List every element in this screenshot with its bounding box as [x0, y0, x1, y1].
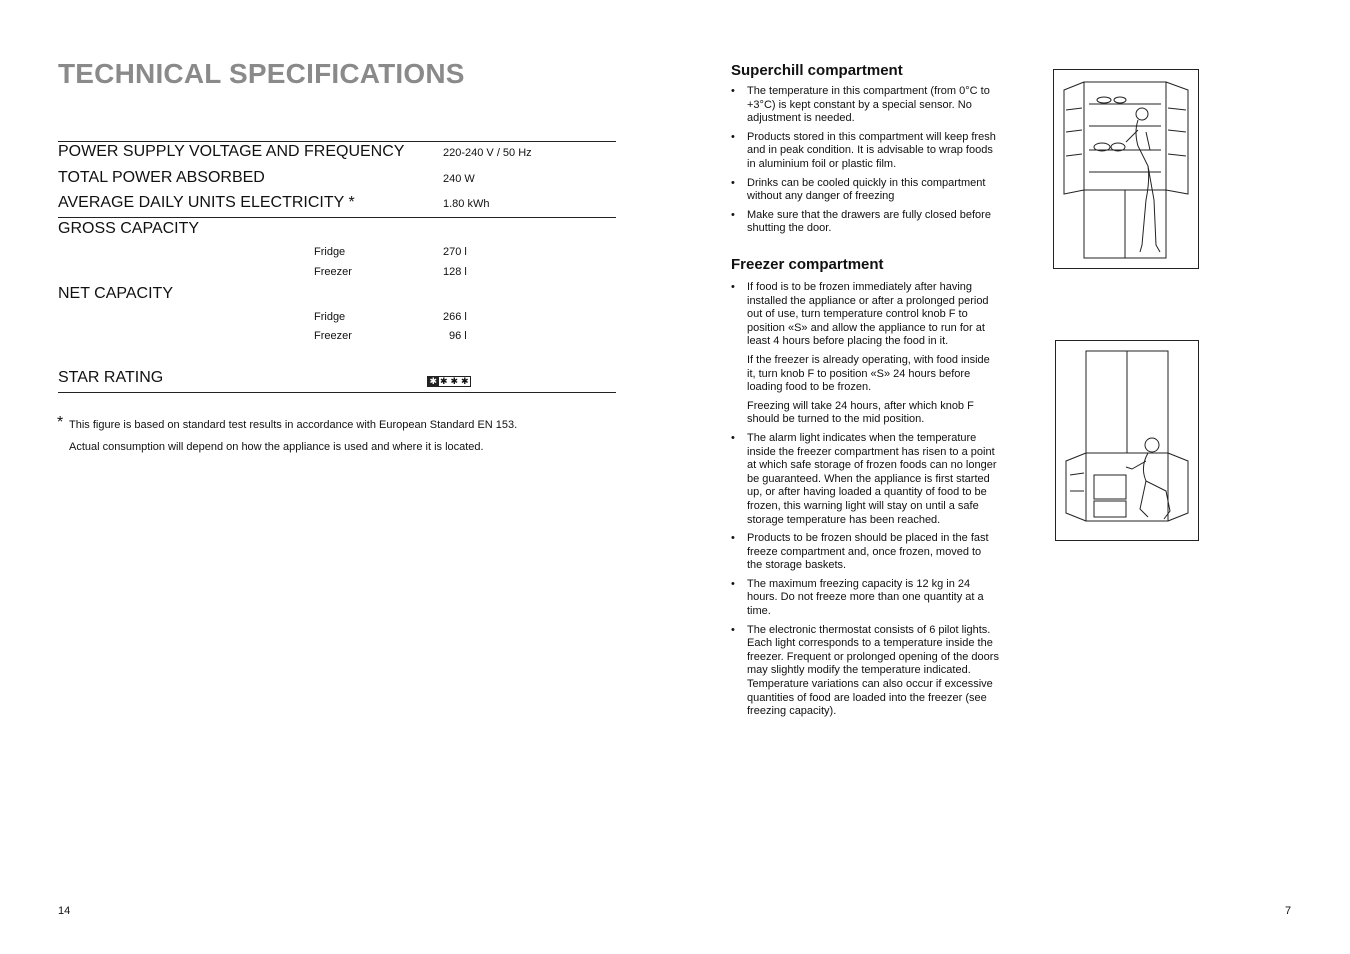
- star-icon: ✱: [450, 376, 459, 386]
- bullet-icon: •: [731, 208, 735, 221]
- footnote-asterisk: *: [57, 414, 64, 431]
- list-item: [731, 209, 999, 236]
- spec-label-total-power: TOTAL POWER ABSORBED: [58, 169, 265, 186]
- spec-value-power-supply: 220-240 V / 50 Hz: [443, 147, 532, 159]
- bullet-icon: •: [731, 176, 735, 189]
- spec-label-power-supply: POWER SUPPLY VOLTAGE AND FREQUENCY: [58, 143, 405, 160]
- list-item: [731, 85, 999, 126]
- page-number-left: 14: [58, 905, 71, 917]
- table-mid-rule: [58, 217, 616, 218]
- star-rating-icon: [427, 376, 471, 387]
- bullet-icon: •: [731, 431, 735, 444]
- list-item: [731, 624, 999, 719]
- freezer-title: Freezer compartment: [731, 256, 884, 273]
- freezer-list: [731, 281, 999, 724]
- table-top-rule: [58, 141, 616, 142]
- star-icon: ✱: [439, 376, 448, 386]
- spec-label-daily-units: AVERAGE DAILY UNITS ELECTRICITY *: [58, 194, 355, 211]
- list-item-text: If food is to be frozen immediately after having installed the appliance or after a prolonged period out of use, turn temperature control knob F to position «S» and allow the appliance to run for at least 4 hours before placing the food in it.: [747, 281, 989, 348]
- gross-fridge-label: Fridge: [314, 246, 346, 258]
- freezer-illustration: [1055, 340, 1199, 541]
- net-fridge-label: Fridge: [314, 311, 346, 323]
- bullet-icon: •: [731, 623, 735, 636]
- spec-value-daily-units: 1.80 kWh: [443, 198, 490, 210]
- list-item: [731, 177, 999, 204]
- bullet-icon: •: [731, 532, 735, 545]
- list-item-text: The alarm light indicates when the temperature inside the freezer compartment has risen to a point at which safe storage of frozen foods can no longer be guaranteed. When the appliance is first started up, or after having loaded a quantity of food to be frozen, this warning light will stay on until a safe storage temperature has been reached.: [747, 431, 997, 526]
- list-item-text: If the freezer is already operating, with food inside it, turn knob F to position «S» 24 hours before loading food to be frozen.: [747, 353, 990, 394]
- page-number-right: 7: [1285, 905, 1292, 917]
- list-item: [731, 578, 999, 619]
- freezer-open-icon: [1056, 341, 1198, 540]
- net-freezer-value: 96 l: [449, 330, 467, 342]
- superchill-title: Superchill compartment: [731, 62, 903, 79]
- gross-fridge-value: 270 l: [443, 246, 467, 258]
- list-item-text: Products to be frozen should be placed in the fast freeze compartment and, once frozen, moved to the storage baskets.: [747, 532, 989, 572]
- spec-value-total-power: 240 W: [443, 173, 475, 185]
- page-title: TECHNICAL SPECIFICATIONS: [58, 58, 465, 89]
- net-fridge-value: 266 l: [443, 311, 467, 323]
- list-item-text: The temperature in this compartment (from 0°C to +3°C) is kept constant by a special sensor. No adjustment is needed.: [747, 85, 990, 125]
- net-capacity-label: NET CAPACITY: [58, 285, 173, 302]
- star-icon: ✱: [460, 376, 469, 386]
- list-item-text: The maximum freezing capacity is 12 kg in 24 hours. Do not freeze more than one quantity at a time.: [747, 577, 984, 618]
- gross-freezer-value: 128 l: [443, 266, 467, 278]
- bullet-icon: •: [731, 85, 735, 97]
- bullet-icon: •: [731, 281, 735, 293]
- list-item-text: The electronic thermostat consists of 6 pilot lights. Each light corresponds to a temperature inside the freezer. Frequent or prolonged opening of the doors may slightly modify the temperature indicated. Temperature variations can also occur if excessive quantities of food are loaded into the freezer (see freezing capacity).: [747, 623, 999, 718]
- bullet-icon: •: [731, 577, 735, 590]
- gross-capacity-label: GROSS CAPACITY: [58, 220, 200, 237]
- star-icon: ✱: [429, 376, 438, 386]
- gross-freezer-label: Freezer: [314, 266, 352, 278]
- list-item-text: Products stored in this compartment will keep fresh and in peak condition. It is advisable to wrap foods in aluminium foil or plastic film.: [747, 130, 996, 170]
- table-bottom-rule: [58, 392, 616, 393]
- footnote-consumption: Actual consumption will depend on how the appliance is used and where it is located.: [69, 441, 484, 453]
- list-item-text: Drinks can be cooled quickly in this compartment without any danger of freezing: [747, 176, 986, 203]
- list-item: [731, 131, 999, 172]
- superchill-list: [731, 85, 999, 241]
- net-freezer-label: Freezer: [314, 330, 352, 342]
- superchill-illustration: [1053, 69, 1199, 269]
- fridge-open-icon: [1054, 70, 1198, 268]
- bullet-icon: •: [731, 130, 735, 143]
- list-item: [731, 432, 999, 527]
- star-rating-label: STAR RATING: [58, 369, 164, 386]
- list-item: [731, 281, 999, 427]
- list-item-text: Make sure that the drawers are fully closed before shutting the door.: [747, 208, 991, 235]
- list-item: [731, 532, 999, 573]
- footnote-standard: This figure is based on standard test results in accordance with European Standard EN 153.: [69, 419, 518, 431]
- list-item-text: Freezing will take 24 hours, after which knob F should be turned to the mid position.: [747, 399, 974, 426]
